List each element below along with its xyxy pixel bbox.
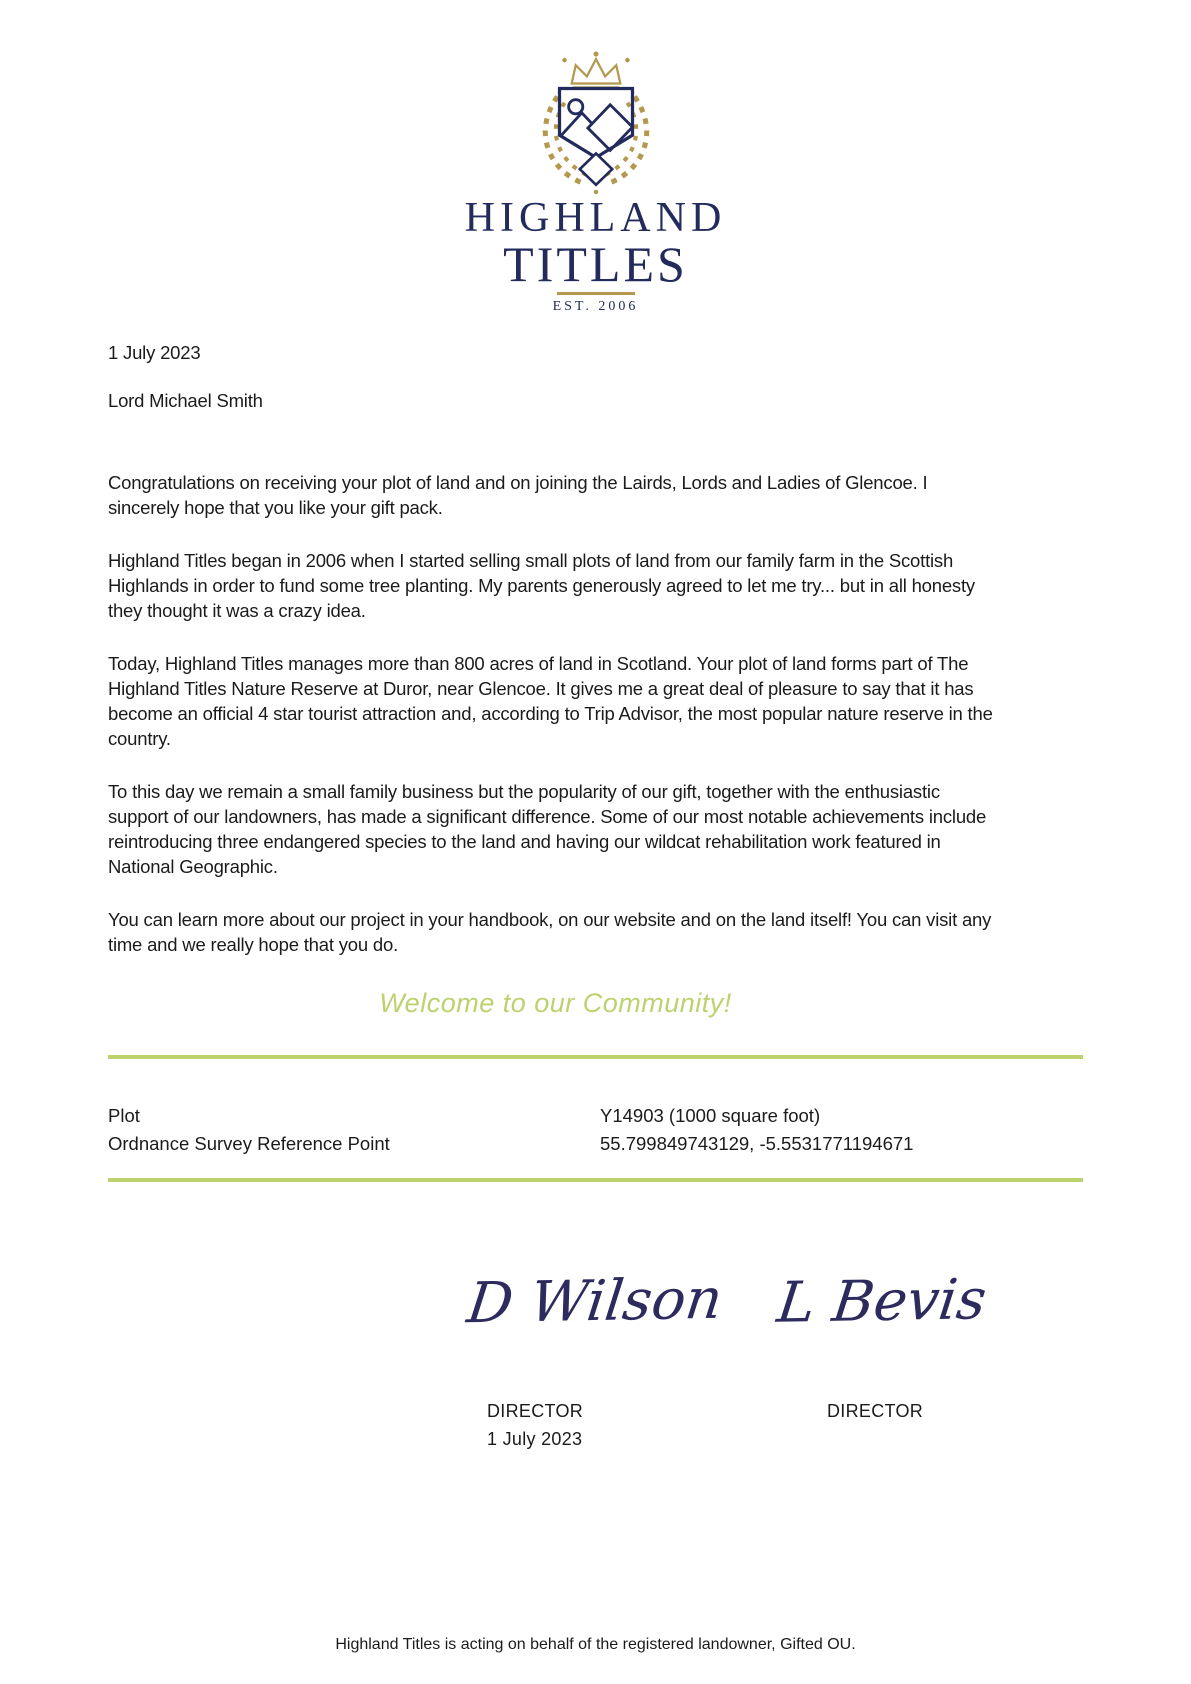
table-row xyxy=(108,1130,1083,1158)
signature-d-wilson: D Wilson xyxy=(463,1266,726,1337)
divider-rule-top xyxy=(108,1055,1083,1059)
signatory-title: DIRECTOR xyxy=(827,1401,924,1421)
letter-paragraph: Highland Titles began in 2006 when I started selling small plots of land from our family farm in the Scottish Highlands in order to fund some tree planting. My parents generously agreed to let me try... but in all honesty they thought it was a crazy idea. xyxy=(108,550,975,621)
letter-paragraph: Today, Highland Titles manages more than 800 acres of land in Scotland. Your plot of land forms part of The Highland Titles Nature Reserve at Duror, near Glencoe. It gives me a great deal of pleasure to say that it has become an official 4 star tourist attraction and, according to Trip Advisor, the most popular nature reserve in the country. xyxy=(108,653,993,749)
signatory-block xyxy=(487,1397,583,1453)
plot-details-table xyxy=(108,1102,1083,1158)
letter-date: 1 July 2023 xyxy=(108,342,201,363)
os-reference-value: 55.799849743129, -5.5531771194671 xyxy=(600,1133,914,1154)
shield-mountain-icon xyxy=(559,89,632,158)
diamond-icon xyxy=(579,153,611,194)
logo-wordmark-line1: HIGHLAND xyxy=(464,195,727,241)
letter-recipient: Lord Michael Smith xyxy=(108,390,263,411)
os-reference-label: Ordnance Survey Reference Point xyxy=(108,1133,390,1154)
logo-divider xyxy=(557,292,635,295)
logo-established-text: EST. 2006 xyxy=(552,299,639,314)
divider-rule-bottom xyxy=(108,1178,1083,1182)
signatory-date: 1 July 2023 xyxy=(487,1429,583,1449)
plot-label: Plot xyxy=(108,1105,140,1126)
crown-icon xyxy=(562,52,629,88)
signatory-title: DIRECTOR xyxy=(487,1401,584,1421)
sun-icon xyxy=(568,100,582,114)
logo-wordmark-line2: TITLES xyxy=(503,236,688,292)
table-row xyxy=(108,1102,1083,1130)
signature-l-bevis: L Bevis xyxy=(773,1267,990,1336)
footer-disclaimer: Highland Titles is acting on behalf of the registered landowner, Gifted OU. xyxy=(335,1636,856,1653)
plot-value: Y14903 (1000 square foot) xyxy=(600,1105,821,1126)
signatory-block xyxy=(827,1397,923,1425)
highland-titles-logo xyxy=(530,50,662,197)
welcome-heading: Welcome to our Community! xyxy=(379,988,732,1018)
letter-paragraph: Congratulations on receiving your plot of land and on joining the Lairds, Lords and Ladies of Glencoe. I sincerely hope that you like your gift pack. xyxy=(108,472,928,518)
letter-paragraph: To this day we remain a small family business but the popularity of our gift, together with the enthusiastic support of our landowners, has made a significant difference. Some of our most notable achievements include reintroducing three endangered species to the land and having our wildcat rehabilitation work featured in National Geographic. xyxy=(108,781,987,877)
letter-body xyxy=(108,340,1003,985)
letter-paragraph: You can learn more about our project in your handbook, on our website and on the land itself! You can visit any time and we really hope that you do. xyxy=(108,909,992,955)
